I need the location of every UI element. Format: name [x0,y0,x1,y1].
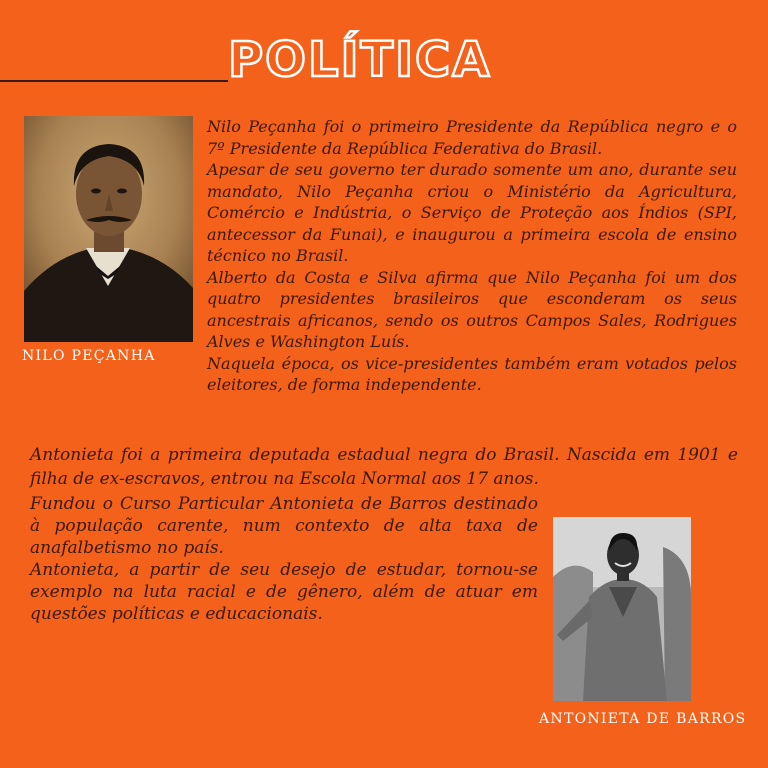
antonieta-intro: Antonieta foi a primeira deputada estadual negra do Brasil. Nascida em 1901 e filha de ex-escravos, entrou na Escola Normal aos 17 anos. [30,445,738,489]
antonieta-paragraph-1: Fundou o Curso Particular Antonieta de Barros destinado à população carente, num contexto de alta taxa de anafalbetismo no país. [30,494,538,558]
nilo-pecanha-text [207,116,737,396]
nilo-paragraph-2: Apesar de seu governo ter durado somente um ano, durante seu mandato, Nilo Peçanha criou o Ministério da Agricultura, Comércio e Indústria, o Serviço de Proteção aos Índios (SPI, antecessor da Funai), e inaugurou a primeira escola de ensino técnico no Brasil. [207,160,737,265]
nilo-paragraph-4: Naquela época, os vice-presidentes também eram votados pelos eleitores, de forma independente. [207,353,737,394]
nilo-paragraph-3: Alberto da Costa e Silva afirma que Nilo Peçanha foi um dos quatro presidentes brasileiros que esconderam os seus ancestrais africanos, sendo os outros Campos Sales, Rodrigues Alves e Washington Luís. [207,267,737,351]
antonieta-paragraph-2: Antonieta, a partir de seu desejo de estudar, tornou-se exemplo na luta racial e de gênero, além de atuar em questões políticas e educacionais. [30,560,538,624]
antonieta-text [30,493,538,625]
title-underline [0,80,228,82]
antonieta-de-barros-caption: ANTONIETA DE BARROS [539,711,747,727]
nilo-pecanha-portrait [24,116,193,342]
antonieta-de-barros-photo [553,517,691,701]
nilo-paragraph-1: Nilo Peçanha foi o primeiro Presidente da República negro e o 7º Presidente da República Federativa do Brasil. [207,117,737,158]
page-title: POLÍTICA [228,32,492,88]
nilo-pecanha-caption: NILO PEÇANHA [22,348,156,364]
